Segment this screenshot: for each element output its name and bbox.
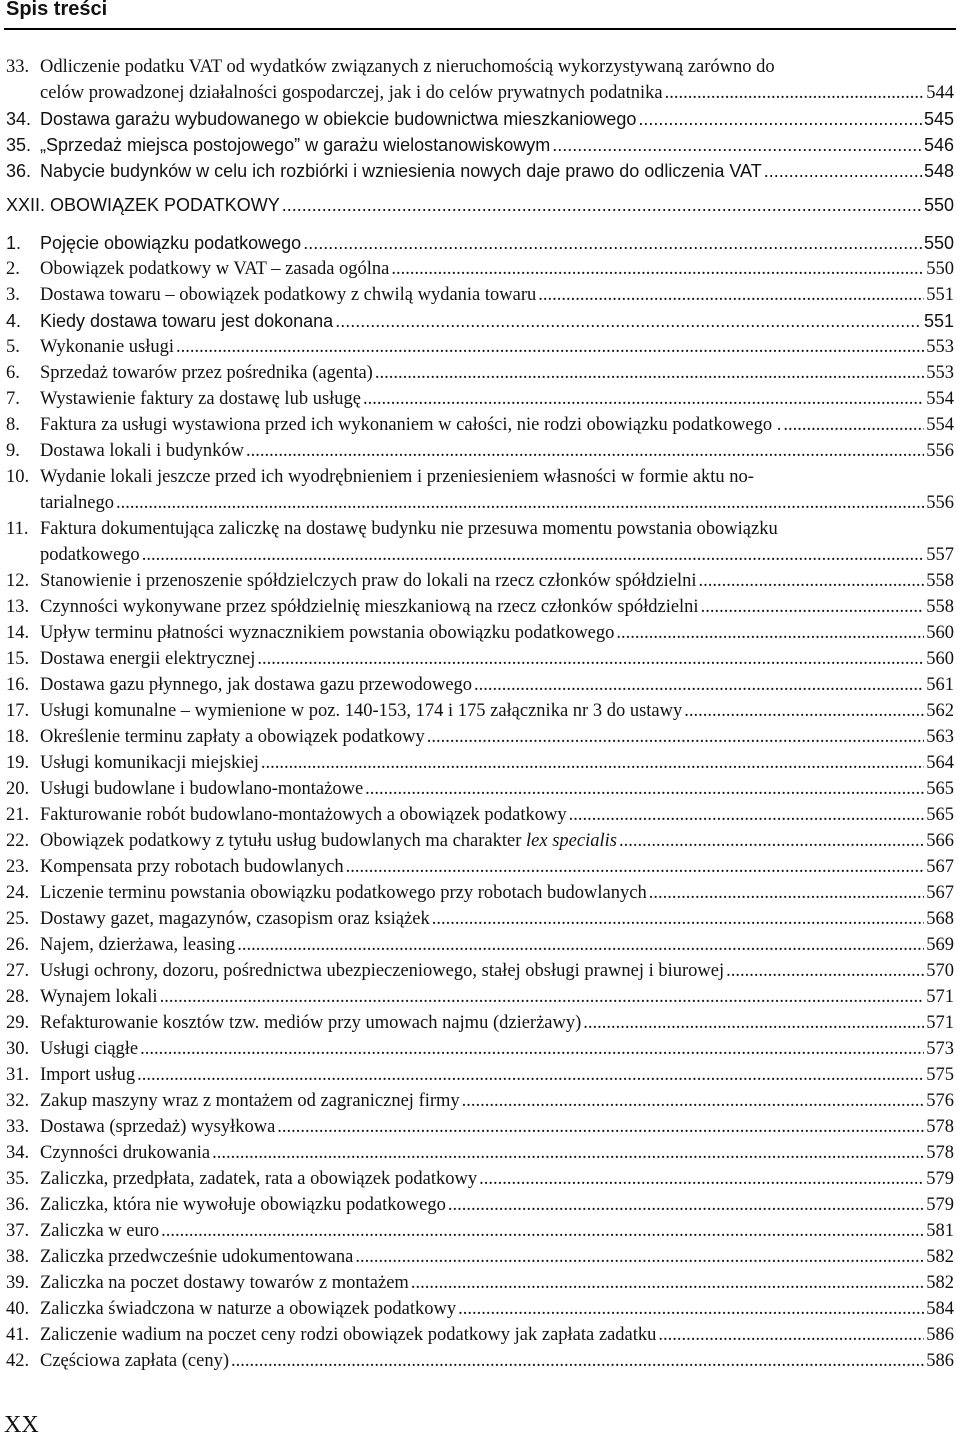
toc-page-number: 565: [926, 779, 954, 799]
toc-entry-line[interactable]: [40, 831, 954, 852]
toc-page-number: 558: [926, 571, 954, 591]
toc-entry-number: 14.: [6, 623, 30, 643]
toc-entry-line[interactable]: [40, 285, 954, 306]
toc-entry-title: podatkowego: [40, 545, 140, 565]
toc-entry-title: Dostawa towaru – obowiązek podatkowy z chwilą wydania towaru: [40, 285, 537, 305]
toc-entry-title: Refakturowanie kosztów tzw. mediów przy umowach najmu (dzierżawy): [40, 1013, 582, 1033]
toc-entry-number: 9.: [6, 441, 20, 461]
toc-page-number: 571: [926, 987, 954, 1007]
dot-leader: [432, 909, 925, 930]
toc-entry-title: Pojęcie obowiązku podatkowego: [40, 233, 302, 253]
toc-page-number: 578: [926, 1117, 954, 1137]
toc-entry-line[interactable]: [40, 161, 954, 182]
dot-leader: [282, 195, 922, 216]
toc-entry-line[interactable]: [40, 1247, 954, 1268]
toc-entry-title: Obowiązek podatkowy z tytułu usług budowlanych ma charakter lex specialis: [40, 831, 617, 851]
toc-entry-title: Usługi ochrony, dozoru, pośrednictwa ubezpieczeniowego, stałej obsługi prawnej i biurowej: [40, 961, 725, 981]
toc-entry-title: Stanowienie i przenoszenie spółdzielczych praw do lokali na rzecz członków spółdzielni: [40, 571, 697, 591]
toc-entry-title: Zaliczka, która nie wywołuje obowiązku podatkowego: [40, 1195, 446, 1215]
toc-entry-line[interactable]: [40, 701, 954, 722]
toc-page-number: 578: [926, 1143, 954, 1163]
toc-entry-title: celów prowadzonej działalności gospodarczej, jak i do celów prywatnych podatnika: [40, 83, 663, 103]
toc-entry-title: Zaliczenie wadium na poczet ceny rodzi obowiązek podatkowy jak zapłata zadatku: [40, 1325, 657, 1345]
toc-entry-title: Liczenie terminu powstania obowiązku podatkowego przy robotach budowlanych: [40, 883, 647, 903]
toc-entry-number: 19.: [6, 753, 30, 773]
toc-page-number: 576: [926, 1091, 954, 1111]
toc-entry-line[interactable]: [40, 987, 954, 1008]
toc-entry-title: Częściowa zapłata (ceny): [40, 1351, 230, 1371]
chapter-page-number: 550: [923, 195, 954, 215]
toc-entry-number: 16.: [6, 675, 30, 695]
toc-entry-title: Zaliczka, przedpłata, zadatek, rata a obowiązek podatkowy: [40, 1169, 478, 1189]
toc-entry-line[interactable]: [40, 675, 954, 696]
toc-entry-line[interactable]: [40, 1195, 954, 1216]
toc-entry-number: 25.: [6, 909, 30, 929]
toc-page-number: 553: [926, 363, 954, 383]
toc-page-number: 582: [926, 1247, 954, 1267]
dot-leader: [246, 441, 924, 462]
toc-entry-title-line: Faktura dokumentująca zaliczkę na dostawę budynku nie przesuwa momentu powstania obowiązku: [40, 519, 778, 539]
dot-leader: [658, 1325, 924, 1346]
chapter-heading[interactable]: [6, 195, 954, 216]
toc-page-number: 584: [926, 1299, 954, 1319]
toc-entry-line[interactable]: [40, 1273, 954, 1294]
dot-leader: [411, 1273, 924, 1294]
toc-entry-number: 30.: [6, 1039, 30, 1059]
toc-page-number: 560: [926, 623, 954, 643]
toc-entry-line[interactable]: [40, 1091, 954, 1112]
toc-entry-number: 12.: [6, 571, 30, 591]
toc-entry-number: 7.: [6, 389, 20, 409]
toc-entry-number: 1.: [6, 233, 22, 253]
dot-leader: [261, 753, 924, 774]
toc-entry-number: 33.: [6, 57, 30, 77]
chapter-title: XXII. OBOWIĄZEK PODATKOWY: [6, 195, 280, 215]
toc-page-number: 563: [926, 727, 954, 747]
toc-entry-line[interactable]: [40, 135, 954, 156]
dot-leader: [375, 363, 924, 384]
dot-leader: [538, 285, 924, 306]
toc-page-number: 564: [926, 753, 954, 773]
toc-entry-number: 6.: [6, 363, 20, 383]
toc-entry-number: 35.: [6, 1169, 30, 1189]
page-number: XX: [4, 1412, 39, 1438]
toc-entry-number: 10.: [6, 467, 30, 487]
toc-entry-number: 23.: [6, 857, 30, 877]
toc-entry-line[interactable]: [40, 961, 954, 982]
toc-entry-title: Kiedy dostawa towaru jest dokonana: [40, 311, 334, 331]
toc-entry-line[interactable]: [40, 727, 954, 748]
toc-entry-line[interactable]: [40, 1221, 954, 1242]
toc-page-number: 546: [923, 135, 954, 155]
dot-leader: [355, 1247, 924, 1268]
running-header: [4, 0, 956, 30]
toc-entry-number: 24.: [6, 883, 30, 903]
dot-leader: [783, 415, 924, 436]
dot-leader: [237, 935, 924, 956]
toc-entry-line[interactable]: [40, 1065, 954, 1086]
toc-entry-line[interactable]: [40, 857, 954, 878]
toc-entry-line[interactable]: [40, 805, 954, 826]
toc-entry-title: Upływ terminu płatności wyznacznikiem powstania obowiązku podatkowego: [40, 623, 615, 643]
toc-entry-line[interactable]: [40, 649, 954, 670]
dot-leader: [212, 1143, 924, 1164]
toc-entry-number: 13.: [6, 597, 30, 617]
toc-entry-line[interactable]: [40, 753, 954, 774]
toc-page-number: 556: [926, 441, 954, 461]
dot-leader: [448, 1195, 924, 1216]
toc-entry-number: 4.: [6, 311, 22, 331]
toc-entry-title: Usługi komunalne – wymienione w poz. 140-153, 174 i 175 załącznika nr 3 do ustawy: [40, 701, 683, 721]
toc-entry-title: Dostawa energii elektrycznej: [40, 649, 256, 669]
toc-entry-line[interactable]: [40, 1299, 954, 1320]
toc-page-number: 567: [926, 883, 954, 903]
toc-entry-title: Dostawa garażu wybudowanego w obiekcie budownictwa mieszkaniowego: [40, 109, 637, 129]
toc-entry-number: 15.: [6, 649, 30, 669]
toc-page-number: 571: [926, 1013, 954, 1033]
toc-entry-number: 8.: [6, 415, 20, 435]
toc-entry-title: Zakup maszyny wraz z montażem od zagranicznej firmy: [40, 1091, 460, 1111]
dot-leader: [427, 727, 924, 748]
toc-page-number: 586: [926, 1325, 954, 1345]
toc-page-number: 551: [926, 285, 954, 305]
toc-entry-number: 26.: [6, 935, 30, 955]
toc-entry-number: 22.: [6, 831, 30, 851]
toc-entry-title: Czynności wykonywane przez spółdzielnię mieszkaniową na rzecz członków spółdzielni: [40, 597, 699, 617]
toc-entry-number: 32.: [6, 1091, 30, 1111]
toc-entry-title: Wykonanie usługi: [40, 337, 175, 357]
dot-leader: [701, 597, 925, 618]
dot-leader: [346, 857, 925, 878]
toc-entry-number: 21.: [6, 805, 30, 825]
toc-entry-number: 38.: [6, 1247, 30, 1267]
toc-entry-number: 29.: [6, 1013, 30, 1033]
dot-leader: [619, 831, 924, 852]
toc-page-number: 544: [926, 83, 954, 103]
dot-leader: [161, 1221, 924, 1242]
toc-entry-line[interactable]: [40, 415, 954, 436]
toc-entry-line[interactable]: [40, 1169, 954, 1190]
toc-entry-number: 37.: [6, 1221, 30, 1241]
toc-entry-number: 35.: [6, 135, 32, 155]
toc-entry-number: 42.: [6, 1351, 30, 1371]
toc-entry-title: Dostawa (sprzedaż) wysyłkowa: [40, 1117, 276, 1137]
dot-leader: [231, 1351, 924, 1372]
toc-entry-number: 3.: [6, 285, 20, 305]
toc-entry-line[interactable]: [40, 337, 954, 358]
toc-page-number: 579: [926, 1195, 954, 1215]
toc-entry-line[interactable]: [40, 935, 954, 956]
toc-entry-number: 41.: [6, 1325, 30, 1345]
toc-page-number: 545: [923, 109, 954, 129]
toc-page-number: 550: [926, 259, 954, 279]
toc-entry-title: Zaliczka świadczona w naturze a obowiązek podatkowy: [40, 1299, 457, 1319]
toc-entry-line[interactable]: [40, 779, 954, 800]
toc-entry-title: Usługi budowlane i budowlano-montażowe: [40, 779, 364, 799]
toc-entry-line[interactable]: [40, 571, 954, 592]
toc-entry-title: Dostawy gazet, magazynów, czasopism oraz książek: [40, 909, 430, 929]
dot-leader: [142, 545, 925, 566]
toc-entry-title: Dostawa lokali i budynków: [40, 441, 244, 461]
toc-entry-number: 28.: [6, 987, 30, 1007]
toc-entry-line[interactable]: [40, 493, 954, 514]
toc-entry-line[interactable]: [40, 259, 954, 280]
toc-entry-title: Zaliczka na poczet dostawy towarów z montażem: [40, 1273, 409, 1293]
toc-entry-title: Najem, dzierżawa, leasing: [40, 935, 236, 955]
toc-page-number: 569: [926, 935, 954, 955]
dot-leader: [335, 311, 922, 332]
dot-leader: [583, 1013, 924, 1034]
toc-entry-number: 39.: [6, 1273, 30, 1293]
toc-entry-title: Faktura za usługi wystawiona przed ich wykonaniem w całości, nie rodzi obowiązku podatkowego .: [40, 415, 782, 435]
toc-entry-number: 5.: [6, 337, 20, 357]
toc-entry-title: Wystawienie faktury za dostawę lub usługę: [40, 389, 361, 409]
dot-leader: [649, 883, 925, 904]
toc-entry-line[interactable]: [40, 1351, 954, 1372]
toc-entry-line[interactable]: [40, 597, 954, 618]
toc-page-number: 566: [926, 831, 954, 851]
toc-entry-line[interactable]: [40, 883, 954, 904]
dot-leader: [160, 987, 925, 1008]
toc-entry-title: Usługi komunikacji miejskiej: [40, 753, 259, 773]
toc-page-number: 570: [926, 961, 954, 981]
dot-leader: [665, 83, 925, 104]
dot-leader: [458, 1299, 924, 1320]
dot-leader: [277, 1117, 924, 1138]
toc-entry-title: Zaliczka w euro: [40, 1221, 160, 1241]
toc-entry-title: tarialnego: [40, 493, 114, 513]
toc-page-number: 565: [926, 805, 954, 825]
toc-page-number: 553: [926, 337, 954, 357]
toc-entry-title-line: Odliczenie podatku VAT od wydatków związanych z nieruchomością wykorzystywaną zarówno do: [40, 57, 775, 77]
toc-entry-line[interactable]: [40, 441, 954, 462]
dot-leader: [257, 649, 924, 670]
toc-entry-line[interactable]: [40, 389, 954, 410]
dot-leader: [391, 259, 924, 280]
toc-entry-line[interactable]: [40, 1039, 954, 1060]
toc-entry-title: Usługi ciągłe: [40, 1039, 139, 1059]
toc-entry-line[interactable]: [40, 1117, 954, 1138]
toc-entry-line[interactable]: [40, 1013, 954, 1034]
toc-entry-number: 27.: [6, 961, 30, 981]
toc-entry-title: Czynności drukowania: [40, 1143, 211, 1163]
dot-leader: [462, 1091, 925, 1112]
toc-entry-number: 33.: [6, 1117, 30, 1137]
dot-leader: [116, 493, 924, 514]
toc-entry-line[interactable]: [40, 1325, 954, 1346]
toc-entry-number: 11.: [6, 519, 29, 539]
toc-entry-number: 36.: [6, 161, 32, 181]
toc-entry-title: Obowiązek podatkowy w VAT – zasada ogólna: [40, 259, 390, 279]
toc-entry-title: Dostawa gazu płynnego, jak dostawa gazu przewodowego: [40, 675, 473, 695]
toc-page-number: 575: [926, 1065, 954, 1085]
toc-entry-line[interactable]: [40, 233, 954, 254]
toc-page-number: 554: [926, 415, 954, 435]
toc-entry-number: 36.: [6, 1195, 30, 1215]
toc-entry-title: Zaliczka przedwcześnie udokumentowana: [40, 1247, 354, 1267]
dot-leader: [552, 135, 922, 156]
toc-page-number: 561: [926, 675, 954, 695]
dot-leader: [479, 1169, 924, 1190]
dot-leader: [726, 961, 924, 982]
toc-entry-title: Nabycie budynków w celu ich rozbiórki i wzniesienia nowych daje prawo do odliczenia VAT: [40, 161, 762, 181]
toc-entry-title: „Sprzedaż miejsca postojowego” w garażu wielostanowiskowym: [40, 135, 551, 155]
toc-page-number: 557: [926, 545, 954, 565]
toc-page-number: 556: [926, 493, 954, 513]
toc-entry-line[interactable]: [40, 545, 954, 566]
dot-leader: [764, 161, 922, 182]
toc-entry-title: Wynajem lokali: [40, 987, 158, 1007]
toc-page-number: 581: [926, 1221, 954, 1241]
toc-page-number: 548: [923, 161, 954, 181]
toc-entry-line[interactable]: [40, 83, 954, 104]
toc-page-number: 562: [926, 701, 954, 721]
dot-leader: [140, 1039, 924, 1060]
toc-page-number: 558: [926, 597, 954, 617]
toc-entry-number: 40.: [6, 1299, 30, 1319]
toc-entry-number: 2.: [6, 259, 20, 279]
toc-entry-line[interactable]: [40, 363, 954, 384]
dot-leader: [638, 109, 922, 130]
toc-entry-title: Określenie terminu zapłaty a obowiązek podatkowy: [40, 727, 425, 747]
dot-leader: [365, 779, 924, 800]
toc-entry-title: Kompensata przy robotach budowlanych: [40, 857, 344, 877]
toc-entry-line[interactable]: [40, 1143, 954, 1164]
toc-page-number: 560: [926, 649, 954, 669]
dot-leader: [616, 623, 924, 644]
dot-leader: [363, 389, 924, 410]
toc-page-number: 551: [923, 311, 954, 331]
dot-leader: [474, 675, 924, 696]
toc-entry-number: 18.: [6, 727, 30, 747]
toc-entry-title: Fakturowanie robót budowlano-montażowych a obowiązek podatkowy: [40, 805, 567, 825]
dot-leader: [176, 337, 924, 358]
toc-page-number: 579: [926, 1169, 954, 1189]
toc-entry-title-line: Wydanie lokali jeszcze przed ich wyodrębnieniem i przeniesieniem własności w formie aktu no-: [40, 467, 754, 487]
toc-entry-number: 17.: [6, 701, 30, 721]
toc-page-number: 573: [926, 1039, 954, 1059]
dot-leader: [569, 805, 925, 826]
toc-entry-title: Import usług: [40, 1065, 136, 1085]
toc-page-number: 582: [926, 1273, 954, 1293]
toc-page-number: 567: [926, 857, 954, 877]
toc-page-number: 550: [923, 233, 954, 253]
toc-page-number: 586: [926, 1351, 954, 1371]
toc-page-number: 554: [926, 389, 954, 409]
toc-entry-title: Sprzedaż towarów przez pośrednika (agenta): [40, 363, 373, 383]
toc-entry-line[interactable]: [40, 109, 954, 130]
header-title: Spis treści: [6, 0, 108, 20]
toc-entry-line[interactable]: [40, 909, 954, 930]
toc-entry-number: 20.: [6, 779, 30, 799]
dot-leader: [137, 1065, 924, 1086]
dot-leader: [303, 233, 922, 254]
toc-entry-number: 34.: [6, 109, 32, 129]
toc-entry-number: 31.: [6, 1065, 30, 1085]
dot-leader: [684, 701, 924, 722]
toc-page-number: 568: [926, 909, 954, 929]
dot-leader: [699, 571, 925, 592]
toc-entry-line[interactable]: [40, 623, 954, 644]
toc-entry-number: 34.: [6, 1143, 30, 1163]
toc-entry-line[interactable]: [40, 311, 954, 332]
